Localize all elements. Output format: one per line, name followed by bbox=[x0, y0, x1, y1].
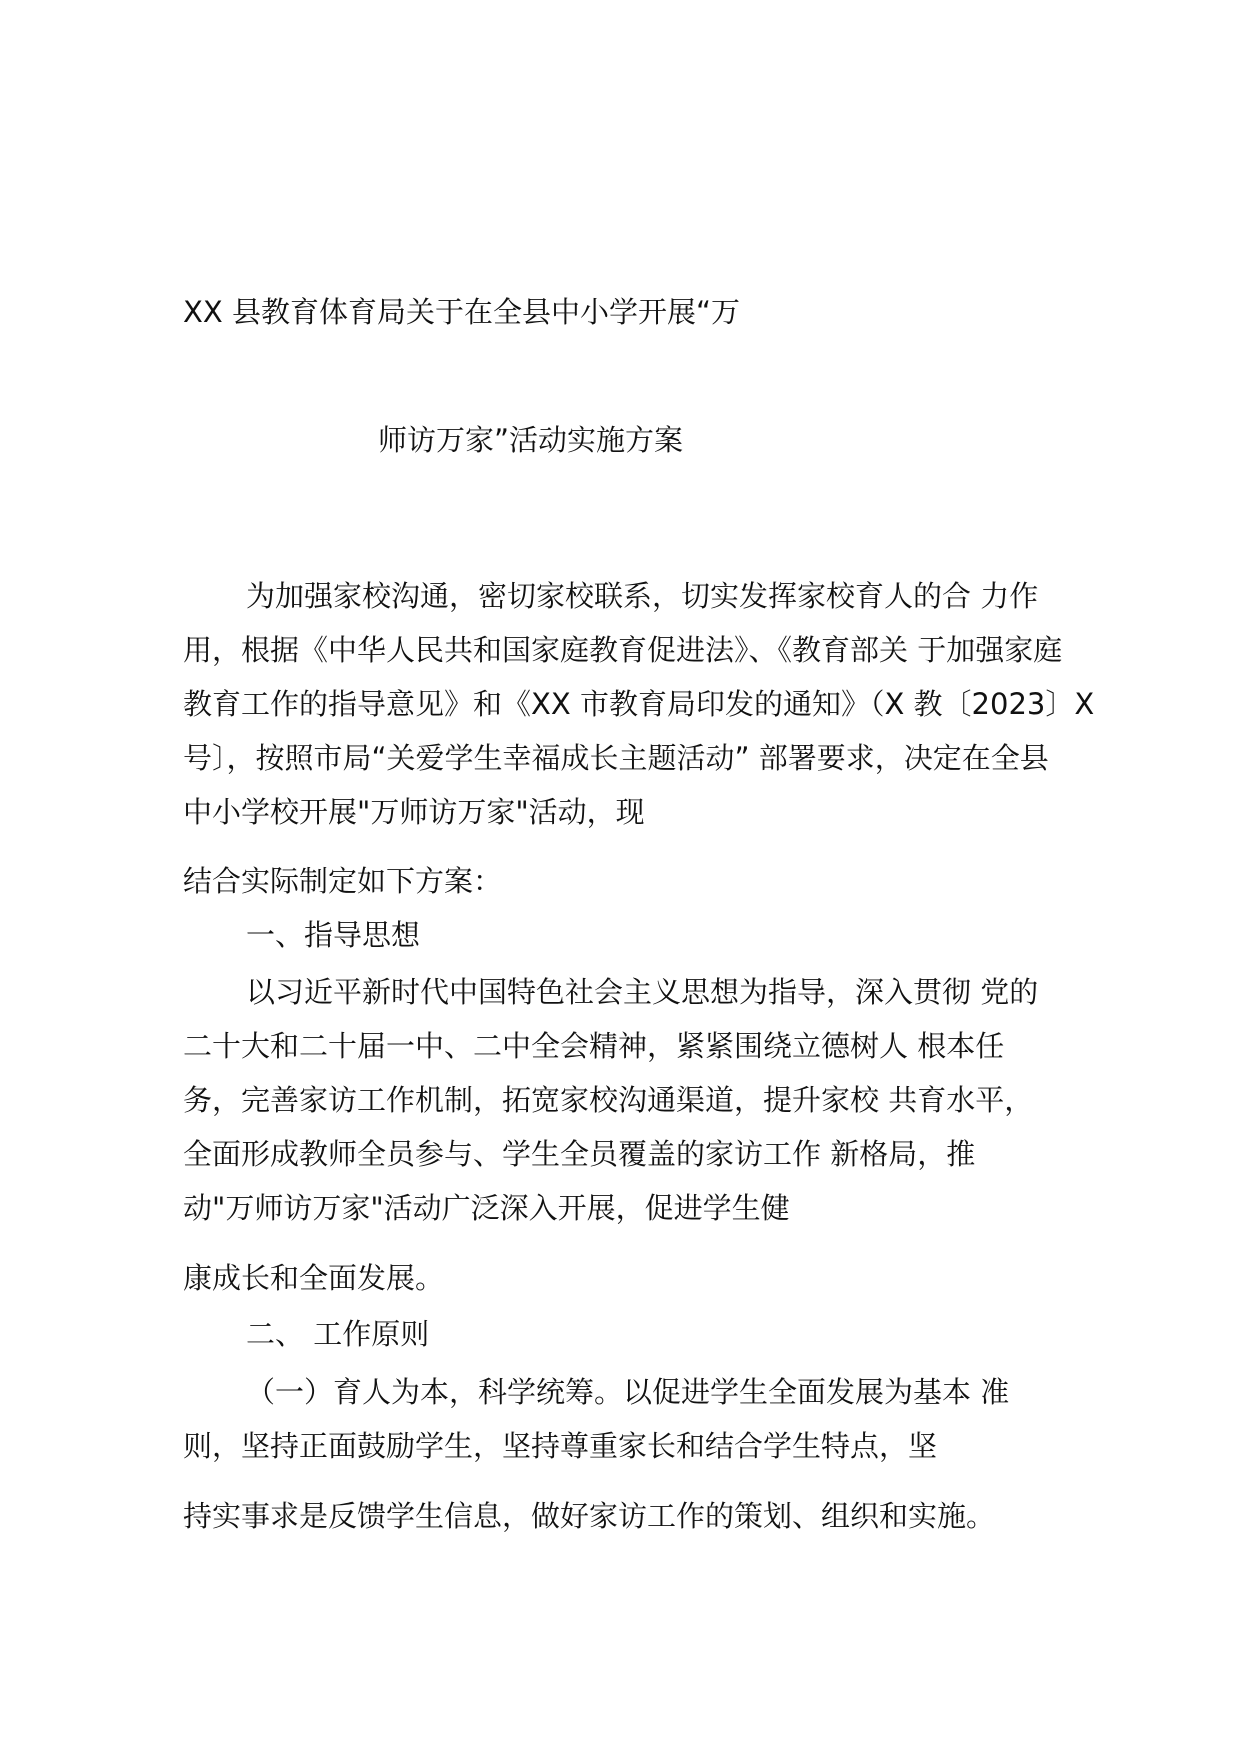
section-1-line: 全面形成教师全员参与、学生全员覆盖的家访工作 新格局，推 bbox=[183, 1137, 976, 1171]
section-2-line: 则，坚持正面鼓励学生，坚持尊重家长和结合学生特点，坚 bbox=[183, 1429, 938, 1463]
document-title-line-1: XX 县教育体育局关于在全县中小学开展“万 bbox=[183, 295, 740, 329]
section-1-line: 动"万师访万家"活动广泛深入开展，促进学生健 bbox=[183, 1191, 790, 1225]
section-2-line: （一）育人为本，科学统筹。以促进学生全面发展为基本 准 bbox=[246, 1375, 1010, 1409]
section-1-line: 二十大和二十届一中、二中全会精神，紧紧围绕立德树人 根本任 bbox=[183, 1029, 1005, 1063]
section-2-line: 持实事求是反馈学生信息，做好家访工作的策划、组织和实施。 bbox=[183, 1499, 996, 1533]
intro-line: 教育工作的指导意见》和《XX 市教育局印发的通知》（X 教〔2023〕X bbox=[183, 687, 1095, 721]
section-heading-guiding-thought: 一、指导思想 bbox=[246, 918, 421, 952]
section-1-line: 以习近平新时代中国特色社会主义思想为指导，深入贯彻 党的 bbox=[246, 975, 1039, 1009]
intro-line: 中小学校开展"万师访万家"活动，现 bbox=[183, 795, 645, 829]
intro-line: 为加强家校沟通，密切家校联系，切实发挥家校育人的合 力作 bbox=[246, 579, 1039, 613]
section-heading-work-principles: 二、 工作原则 bbox=[246, 1317, 430, 1351]
document-title-line-2: 师访万家”活动实施方案 bbox=[378, 423, 684, 457]
intro-line: 用，根据《中华人民共和国家庭教育促进法》、《教育部关 于加强家庭 bbox=[183, 633, 1063, 667]
section-1-line: 康成长和全面发展。 bbox=[183, 1261, 445, 1295]
intro-line: 结合实际制定如下方案： bbox=[183, 864, 503, 898]
section-1-line: 务，完善家访工作机制，拓宽家校沟通渠道，提升家校 共育水平， bbox=[183, 1083, 1034, 1117]
intro-line: 号〕，按照市局“关爱学生幸福成长主题活动” 部署要求，决定在全县 bbox=[183, 741, 1049, 775]
